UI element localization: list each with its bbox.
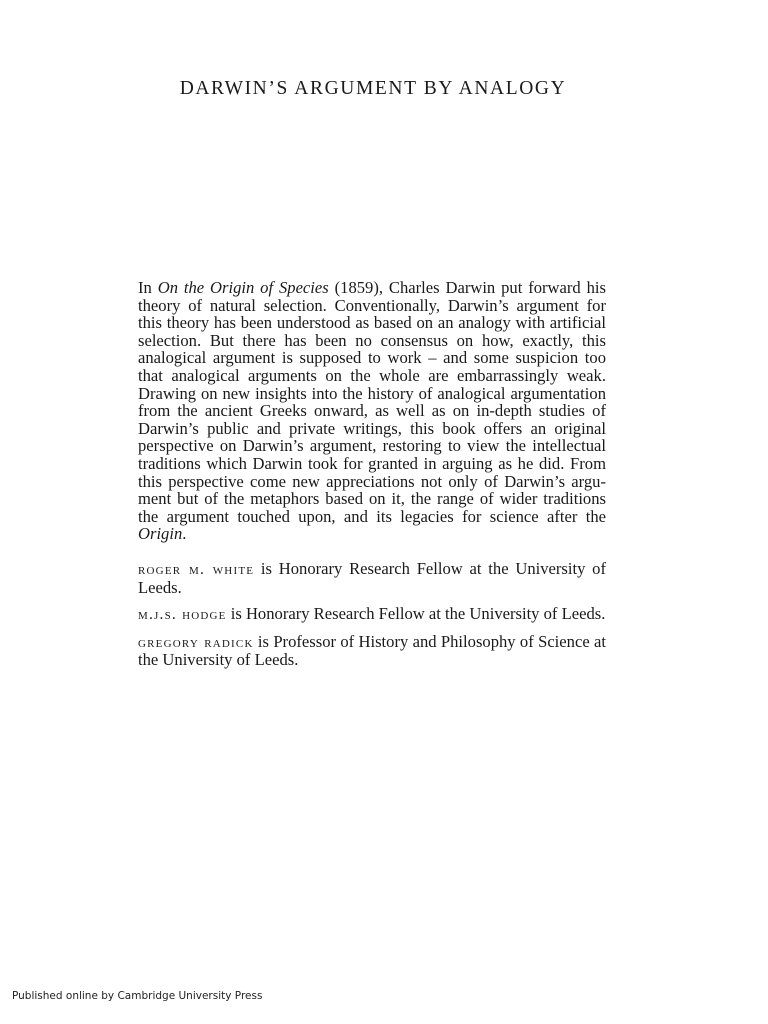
author-bio-white: [138, 560, 606, 596]
author-bio-radick: [138, 633, 606, 669]
book-blurb: [138, 279, 606, 543]
main-content: [138, 279, 606, 669]
blurb-end: .: [182, 524, 187, 544]
author-name: roger m. white: [138, 560, 255, 578]
blurb-body: (1859), Charles Darwin put forward his theory of natural selection. Conventionally, Darwin’s argument for this theory has been understood as based on an analogy with artificial selection. But there has been no consensus on how, exactly, this analogical argument is supposed to work – and some suspicion too that analogical arguments on the whole are embarrassingly weak. Drawing on new insights into the history of analogical argumentation from the ancient Greeks onward, as well as on in-depth studies of Darwin’s public and private writings, this book offers an original perspective on Darwin’s argument, restoring to view the intellectual traditions which Darwin took for granted in arguing as he did. From this perspective come new appreciations not only of Darwin’s argument but of the metaphors based on it, the range of wider traditions the argument touched upon, and its legacies for science after the: [138, 278, 606, 526]
origin-short-title: Origin: [138, 524, 183, 544]
publisher-footer: Published online by Cambridge University Press: [12, 990, 263, 1002]
origin-title: On the Origin of Species: [157, 278, 329, 297]
author-role: is Honorary Research Fellow at the University of Leeds.: [138, 558, 606, 597]
author-name: m.j.s. hodge: [138, 606, 227, 624]
author-role: is Honorary Research Fellow at the University of Leeds.: [226, 604, 606, 624]
author-bio-hodge: [138, 605, 606, 624]
book-title: DARWIN’S ARGUMENT BY ANALOGY: [179, 78, 567, 99]
blurb-intro: In: [138, 278, 158, 297]
author-role: is Professor of History and Philosophy of Science at the University of Leeds.: [138, 631, 606, 670]
author-name: gregory radick: [138, 633, 254, 651]
